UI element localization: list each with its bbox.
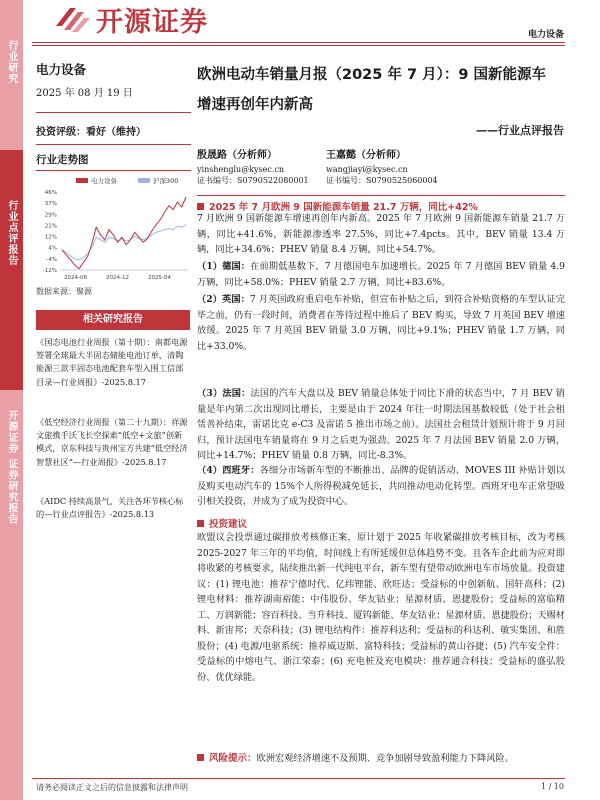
x-tick-label: 2024-08 xyxy=(64,275,87,281)
left-rule xyxy=(36,144,191,145)
side-label-bottom: 开源证券 证券研究报告 xyxy=(0,390,23,800)
left-rule xyxy=(36,170,191,171)
analyst-email[interactable]: yinshenglu@kysec.cn xyxy=(197,165,285,174)
logo-mark-icon xyxy=(50,4,92,34)
spain-label: （4）西班牙： xyxy=(197,465,260,476)
trend-title: 行业走势图 xyxy=(36,154,89,166)
report-title xyxy=(197,60,572,120)
uk-text: 7 月英国政府重启电车补贴，但宣布补贴之后，到符合补贴资格的车型认证完毕之前，仍有一段时间，消费者在等待过程中推后了 BEV 购买，导致 7 月英国 BEV 增速放缓。2025 年 7 月英国 BEV 销量 3.0 万辆，同比+9.1%；PHEV 销量 1.7 万辆，同比+33.0%。 xyxy=(197,294,565,352)
side-label-top: 行业研究 xyxy=(0,0,23,150)
related-research-title: 相关研究报告 xyxy=(36,310,190,330)
brand-name: 开源证券 xyxy=(96,6,208,38)
risk-text: 欧洲宏观经济增速不及预期、竞争加剧导致盈利能力下降风险。 xyxy=(256,753,514,764)
risk-warning xyxy=(197,750,565,764)
analyst-cert: 证书编号：S0790525060004 xyxy=(326,176,438,185)
germany-text: 在前期低基数下，7 月德国电车加速增长。2025 年 7 月德国 BEV 销量 4.9 万辆，同比+58.0%；PHEV 销量 2.7 万辆，同比+83.6%。 xyxy=(197,261,565,288)
paragraph-spain xyxy=(197,463,565,510)
france-text: 法国的汽车大盘以及 BEV 销量总体处于同比下滑的状态当中，7 月 BEV 销量是年内第二次出现同比增长，主要是由于 2024 年往一时期法国基数较低（处于社会租赁善补结束，雷诺比克 e-C3 及雷诺 5 推出市场之前）。法国社会租赁计划预计将于 9 月回归，预计法国电车销量将在 9 月之后更为强劲。2025 年 7 月法国 BEV 销量 2.0 万辆，同比+14.7%；PHEV 销量 0.8 万辆，同比-8.3%。 xyxy=(197,388,565,461)
headline-text: 2025 年 7 月欧洲 9 国新能源车销量 21.7 万辆，同比+42% xyxy=(209,202,478,213)
analyst-rule xyxy=(197,195,565,196)
report-type: ——行业点评报告 xyxy=(476,124,564,137)
y-tick-label: 12% xyxy=(44,234,57,241)
square-bullet-icon xyxy=(197,203,204,210)
paragraph-uk xyxy=(197,292,565,354)
report-date: 2025 年 08 月 19 日 xyxy=(36,88,133,99)
analyst-email[interactable]: wangjiayi@kysec.cn xyxy=(326,165,408,174)
data-source: 数据来源：聚源 xyxy=(36,287,92,296)
risk-label: 风险提示： xyxy=(209,753,257,764)
analyst-cert: 证书编号：S0790522080001 xyxy=(197,176,309,185)
y-tick-label: 46% xyxy=(44,190,57,196)
industry-name: 电力设备 xyxy=(36,62,87,77)
side-label-middle: 行业点评报告 xyxy=(0,150,23,390)
y-tick-label: 37% xyxy=(44,201,57,208)
investment-advice-heading xyxy=(197,516,565,530)
paragraph-germany xyxy=(197,259,565,290)
y-tick-label: 29% xyxy=(44,212,57,219)
investment-rating: 投资评级：看好（维持） xyxy=(36,127,146,138)
paragraph-france xyxy=(197,386,565,464)
related-report-link[interactable]: 《AIDC 持续高景气，关注各环节核心标的—行业点评报告》-2025.8.13 xyxy=(36,496,184,520)
uk-label: （2）英国： xyxy=(197,294,250,305)
report-title-line2: 增速再创年内新高 xyxy=(197,97,313,113)
spain-text: 各细分市场新车型的不断推出、品牌的促销活动、MOVES III 补贴计划以及购买电动汽车的 15%个人所得税减免延长，共同推动电动化转型。西班牙电车正常望吸引相关投资，并成为了成为投资中心。 xyxy=(197,465,565,507)
investment-advice-title: 投资建议 xyxy=(209,519,248,530)
x-tick-label: 2025-04 xyxy=(148,275,171,281)
legend-label: 沪深300 xyxy=(153,177,179,185)
germany-label: （1）德国： xyxy=(197,261,251,272)
left-rule xyxy=(36,112,191,113)
y-tick-label: 4% xyxy=(48,245,57,252)
series-line xyxy=(62,225,186,260)
header-rule-thin xyxy=(32,45,565,46)
analyst-card xyxy=(197,148,309,186)
page-number: 1 / 10 xyxy=(540,782,564,791)
related-report-link[interactable]: 《国态电池行业周报（第十期）：南都电源签署全球最大半固态储能电池订单，清陶能源三款半固态电池配套车型入围工信部目录—行业周报》-2025.8.17 xyxy=(36,337,188,387)
series-line xyxy=(62,197,186,269)
legend-swatch xyxy=(76,178,88,183)
analyst-name: 殷晟路（分析师） xyxy=(197,150,277,161)
y-tick-label: -4% xyxy=(46,256,57,263)
square-bullet-icon xyxy=(197,754,204,761)
legend-label: 电力设备 xyxy=(91,177,117,185)
analyst-card xyxy=(326,148,438,186)
x-tick-label: 2024-12 xyxy=(106,275,129,281)
related-report-link[interactable]: 《低空经济行业周报（第二十九期）：祥源文旅携手沃飞长空探索“低空+文旅”创新模式，京东科技与贵州宝方共建“低空经济智慧社区”—行业周报》-2025.8.17 xyxy=(36,417,188,467)
footer-rule xyxy=(32,778,565,779)
trend-chart-svg xyxy=(36,174,192,282)
square-bullet-icon xyxy=(197,520,204,527)
industry-tag: 电力设备 xyxy=(527,30,564,40)
brand-logo xyxy=(50,2,208,36)
france-label: （3）法国： xyxy=(197,388,251,399)
legend-swatch xyxy=(138,178,150,183)
trend-chart xyxy=(36,174,192,282)
y-tick-label: -12% xyxy=(42,268,57,274)
footer-disclaimer: 请务必阅读正文之后的信息披露和法律声明 xyxy=(36,783,188,792)
report-title-line1: 欧洲电动车销量月报（2025 年 7 月）：9 国新能源车 xyxy=(197,67,546,83)
header-rule xyxy=(32,42,565,43)
paragraph-investment-advice: 欧盟议会投票通过碳排放考核修正案，原计划于 2025 年收紧碳排放考核目标，改为考核 2025-2027 年三年的平均值，时间线上有所延缓但总体趋势不变。且各车企此前为应对即将收紧的考核要求，陆续推出新一代纯电平台，新车型有望带动欧洲电车市场放量。投资建议：(1) 锂电池：推荐宁德时代、亿纬锂能、欣旺达；受益标的中创新航、国轩高科；(2) 锂电材料：推荐湖南裕能；中伟股份、华友钴业；星源材质、恩捷股份；受益标的富临精工、万润新能；容百科技、当升科技、厦钨新能、华友钴业；星源材质、恩捷股份；天赐材料、新宙邦；天奈科技；(3) 锂电结构件：推荐科达利；受益标的科达利、敏实集团、和胜股份；(4) 电源/电驱系统：推荐威迈斯、富特科技；受益标的黄山谷捷；(5) 汽车安全件：受益标的中熔电气、浙江荣泰；(6) 充电桩及充电模块：推荐通合科技；受益标的盛弘股份、优优绿能。 xyxy=(197,532,565,683)
analyst-name: 王嘉懿（分析师） xyxy=(326,150,406,161)
y-tick-label: 21% xyxy=(44,223,57,230)
paragraph-summary: 7 月欧洲 9 国新能源车增速再创年内新高。2025 年 7 月欧洲 9 国新能源车销量 21.7 万辆，同比+41.6%，新能源渗透率 27.5%，同比+7.4pcts。其中，BEV 销量 13.4 万辆，同比+34.6%；PHEV 销量 8.4 万辆，同比+54.7%。 xyxy=(197,213,565,255)
